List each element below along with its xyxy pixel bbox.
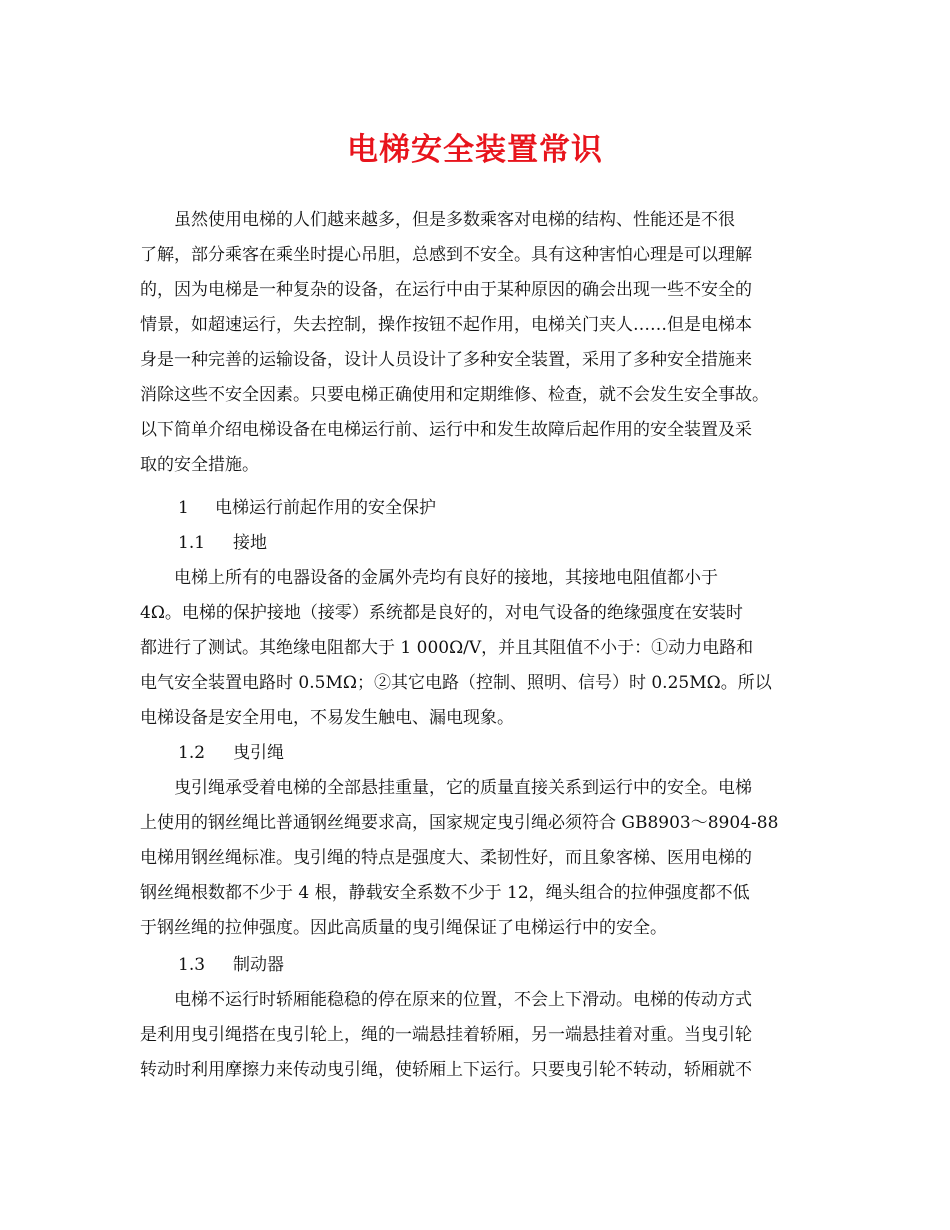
intro-line: 了解，部分乘客在乘坐时提心吊胆，总感到不安全。具有这种害怕心理是可以理解 [140, 245, 752, 265]
body-line: 电气安全装置电路时 0.5MΩ；②其它电路（控制、照明、信号）时 0.25MΩ。所以 [140, 673, 772, 693]
intro-line: 以下简单介绍电梯设备在电梯运行前、运行中和发生故障后起作用的安全装置及采 [140, 420, 752, 440]
subsection-title: 接地 [233, 533, 267, 553]
body-line: 是利用曳引绳搭在曳引轮上，绳的一端悬挂着轿厢，另一端悬挂着对重。当曳引轮 [140, 1025, 752, 1045]
body-line: 电梯设备是安全用电，不易发生触电、漏电现象。 [140, 708, 514, 728]
intro-line: 情景，如超速运行，失去控制，操作按钮不起作用，电梯关门夹人……但是电梯本 [140, 315, 752, 335]
section-1-heading [0, 495, 950, 521]
subsection-number: 1.3 [178, 955, 206, 975]
body-line: 于钢丝绳的拉伸强度。因此高质量的曳引绳保证了电梯运行中的安全。 [140, 918, 667, 938]
body-line: 电梯用钢丝绳标准。曳引绳的特点是强度大、柔韧性好，而且象客梯、医用电梯的 [140, 848, 752, 868]
subsection-1-2-heading [0, 740, 950, 766]
body-line: 电梯不运行时轿厢能稳稳的停在原来的位置，不会上下滑动。电梯的传动方式 [140, 990, 752, 1010]
body-line: 上使用的钢丝绳比普通钢丝绳要求高，国家规定曳引绳必须符合 GB8903～8904-88 [140, 813, 779, 833]
intro-line: 虽然使用电梯的人们越来越多，但是多数乘客对电梯的结构、性能还是不很 [140, 210, 735, 230]
subsection-number: 1.2 [178, 743, 206, 763]
document-title: 电梯安全装置常识 [347, 132, 603, 168]
subsection-title: 制动器 [233, 955, 284, 975]
intro-line: 身是一种完善的运输设备，设计人员设计了多种安全装置，采用了多种安全措施来 [140, 350, 752, 370]
intro-line: 消除这些不安全因素。只要电梯正确使用和定期维修、检查，就不会发生安全事故。 [140, 385, 769, 405]
subsection-title: 曳引绳 [233, 743, 284, 763]
section-number: 1 [178, 498, 189, 518]
body-line: 4Ω。电梯的保护接地（接零）系统都是良好的，对电气设备的绝缘强度在安装时 [140, 603, 743, 623]
body-line: 曳引绳承受着电梯的全部悬挂重量，它的质量直接关系到运行中的安全。电梯 [140, 778, 752, 798]
subsection-1-1-heading [0, 530, 950, 556]
body-line: 转动时利用摩擦力来传动曳引绳，使轿厢上下运行。只要曳引轮不转动，轿厢就不 [140, 1060, 752, 1080]
section-title: 电梯运行前起作用的安全保护 [215, 498, 436, 518]
subsection-number: 1.1 [178, 533, 206, 553]
subsection-1-3-heading [0, 952, 950, 978]
body-line: 都进行了测试。其绝缘电阻都大于 1 000Ω/V，并且其阻值不小于：①动力电路和 [140, 638, 754, 658]
intro-line: 取的安全措施。 [140, 455, 259, 475]
body-line: 电梯上所有的电器设备的金属外壳均有良好的接地，其接地电阻值都小于 [140, 568, 718, 588]
intro-line: 的，因为电梯是一种复杂的设备，在运行中由于某种原因的确会出现一些不安全的 [140, 280, 752, 300]
body-line: 钢丝绳根数都不少于 4 根，静载安全系数不少于 12，绳头组合的拉伸强度都不低 [140, 883, 750, 903]
